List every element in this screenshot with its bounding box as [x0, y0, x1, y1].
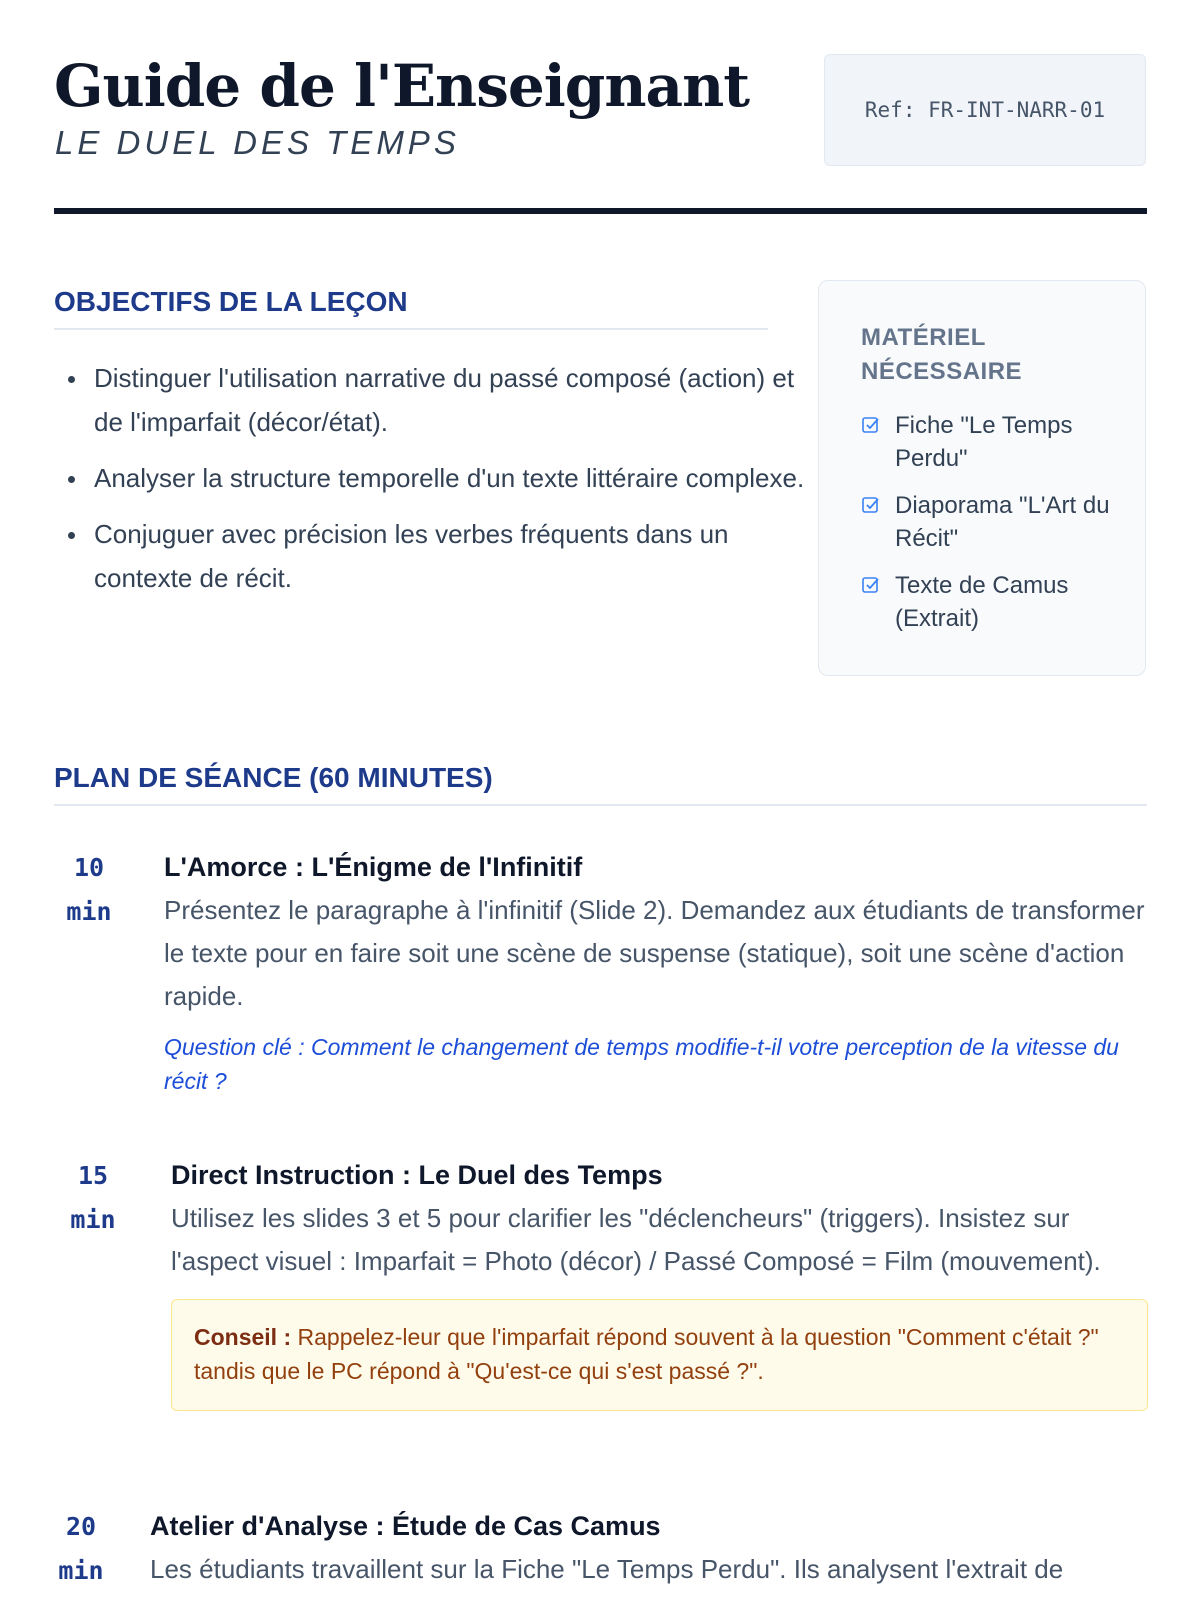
checkbox-icon [861, 575, 887, 600]
step-duration [46, 1505, 116, 1593]
objectives-list [62, 356, 814, 612]
step-duration-value: 10 [73, 853, 105, 882]
material-label: Diaporama "L'Art du Récit" [895, 492, 1110, 552]
step-content [171, 1157, 1148, 1411]
checkbox-icon [861, 495, 887, 520]
materials-card [818, 280, 1146, 676]
step-description: Présentez le paragraphe à l'infinitif (Slide 2). Demandez aux étudiants de transformer le texte pour en faire soit une scène de suspense (statique), soit une scène d'action rapide. [164, 895, 1145, 1011]
page-title: Guide de l'Enseignant [54, 52, 750, 120]
tip-box [171, 1299, 1148, 1411]
tip-text: Rappelez-leur que l'imparfait répond souvent à la question "Comment c'était ?" tandis que le PC répond à "Qu'est-ce qui s'est passé ?". [194, 1324, 1099, 1384]
objective-item: Analyser la structure temporelle d'un texte littéraire complexe. [94, 456, 814, 500]
step-title: L'Amorce : L'Énigme de l'Infinitif [164, 852, 583, 882]
step-description: Utilisez les slides 3 et 5 pour clarifier les "déclencheurs" (triggers). Insistez sur l'aspect visuel : Imparfait = Photo (décor) / Passé Composé = Film (mouvement). [171, 1203, 1101, 1276]
step-description: Les étudiants travaillent sur la Fiche "Le Temps Perdu". Ils analysent l'extrait de [150, 1554, 1064, 1584]
step-content [150, 1508, 1148, 1591]
checkbox-icon [861, 415, 887, 440]
material-item [861, 489, 1115, 555]
objectives-heading: OBJECTIFS DE LA LEÇON [54, 286, 408, 317]
page-subtitle: LE DUEL DES TEMPS [55, 124, 460, 161]
tip-label: Conseil : [194, 1324, 292, 1350]
plan-divider [54, 804, 1147, 806]
reference-badge [824, 54, 1146, 166]
material-label: Fiche "Le Temps Perdu" [895, 412, 1073, 472]
step-title: Atelier d'Analyse : Étude de Cas Camus [150, 1511, 661, 1541]
step-duration-unit: min [70, 1205, 116, 1234]
plan-heading: PLAN DE SÉANCE (60 MINUTES) [54, 762, 493, 793]
step-duration-value: 15 [77, 1161, 109, 1190]
step-title: Direct Instruction : Le Duel des Temps [171, 1160, 663, 1190]
objective-item: Conjuguer avec précision les verbes fréquents dans un contexte de récit. [94, 512, 814, 600]
step-duration-unit: min [58, 1556, 104, 1585]
objective-item: Distinguer l'utilisation narrative du passé composé (action) et de l'imparfait (décor/état). [94, 356, 814, 444]
step-duration [58, 1154, 128, 1242]
material-item [861, 569, 1115, 635]
materials-heading: MATÉRIEL NÉCESSAIRE [861, 324, 1023, 385]
step-duration-unit: min [66, 897, 112, 926]
header-divider [54, 208, 1147, 214]
key-question: Question clé : Comment le changement de temps modifie-t-il votre perception de la vitesse du récit ? [164, 1034, 1119, 1094]
step-duration [54, 846, 124, 934]
step-duration-value: 20 [65, 1512, 97, 1541]
material-item [861, 409, 1115, 475]
step-content [164, 849, 1148, 1098]
objectives-divider [54, 328, 768, 330]
material-label: Texte de Camus (Extrait) [895, 572, 1069, 632]
reference-code: Ref: FR-INT-NARR-01 [864, 98, 1106, 122]
